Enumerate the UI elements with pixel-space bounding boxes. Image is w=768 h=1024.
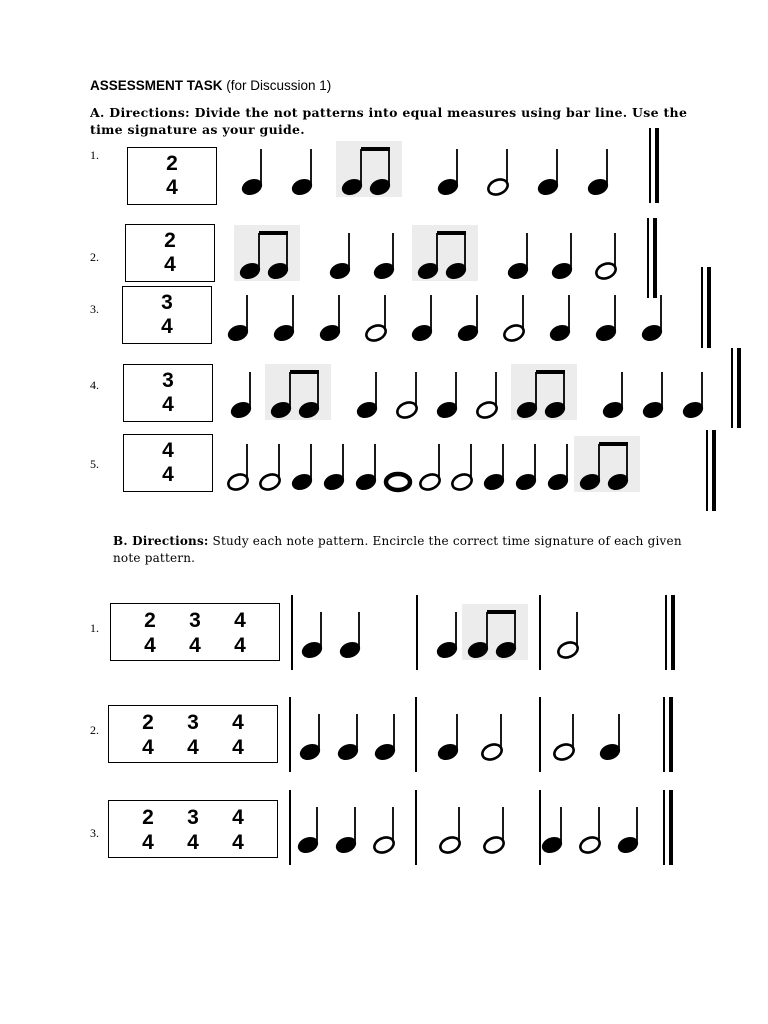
option-3-4[interactable]: 3 4 — [187, 711, 199, 759]
ts-top: 2 — [164, 229, 176, 252]
ts-bottom: 4 — [166, 176, 178, 199]
whole-note — [386, 474, 410, 490]
option-3-4[interactable]: 3 4 — [187, 806, 199, 854]
option-2-4[interactable]: 2 4 — [142, 711, 154, 759]
question-number: 5. — [90, 457, 99, 471]
eighth-beam — [437, 231, 466, 235]
section-b-label: B. Directions: — [113, 534, 209, 548]
eighth-beam — [487, 610, 516, 614]
section-a-directions: A. Directions: Divide the not patterns into equal measures using bar line. Use the time signature as your guide. — [90, 105, 688, 137]
question-number: 4. — [90, 378, 99, 392]
eighth-beam — [361, 147, 390, 151]
title-rest: (for Discussion 1) — [222, 78, 332, 93]
question-number: 2. — [90, 723, 99, 737]
ts-top: 3 — [162, 369, 174, 392]
question-number: 3. — [90, 826, 99, 840]
ts-bottom: 4 — [164, 253, 176, 276]
ts-bottom: 4 — [162, 463, 174, 486]
option-3-4[interactable]: 3 4 — [189, 609, 201, 657]
question-number: 1. — [90, 621, 99, 635]
question-number: 1. — [90, 148, 99, 162]
option-2-4[interactable]: 2 4 — [142, 806, 154, 854]
ts-top: 3 — [161, 291, 173, 314]
ts-bottom: 4 — [162, 393, 174, 416]
eighth-beam — [599, 442, 628, 446]
ts-bottom: 4 — [161, 315, 173, 338]
ts-top: 2 — [166, 152, 178, 175]
option-4-4[interactable]: 4 4 — [232, 711, 244, 759]
option-2-4[interactable]: 2 4 — [144, 609, 156, 657]
eighth-beam — [290, 370, 319, 374]
eighth-beam — [536, 370, 565, 374]
eighth-beam — [259, 231, 288, 235]
option-4-4[interactable]: 4 4 — [232, 806, 244, 854]
section-b-text: Study each note pattern. Encircle the correct time signature of each given note pattern. — [113, 534, 682, 565]
ts-top: 4 — [162, 439, 174, 462]
option-4-4[interactable]: 4 4 — [234, 609, 246, 657]
question-number: 3. — [90, 302, 99, 316]
title-bold: ASSESSMENT TASK — [90, 78, 223, 93]
question-number: 2. — [90, 250, 99, 264]
